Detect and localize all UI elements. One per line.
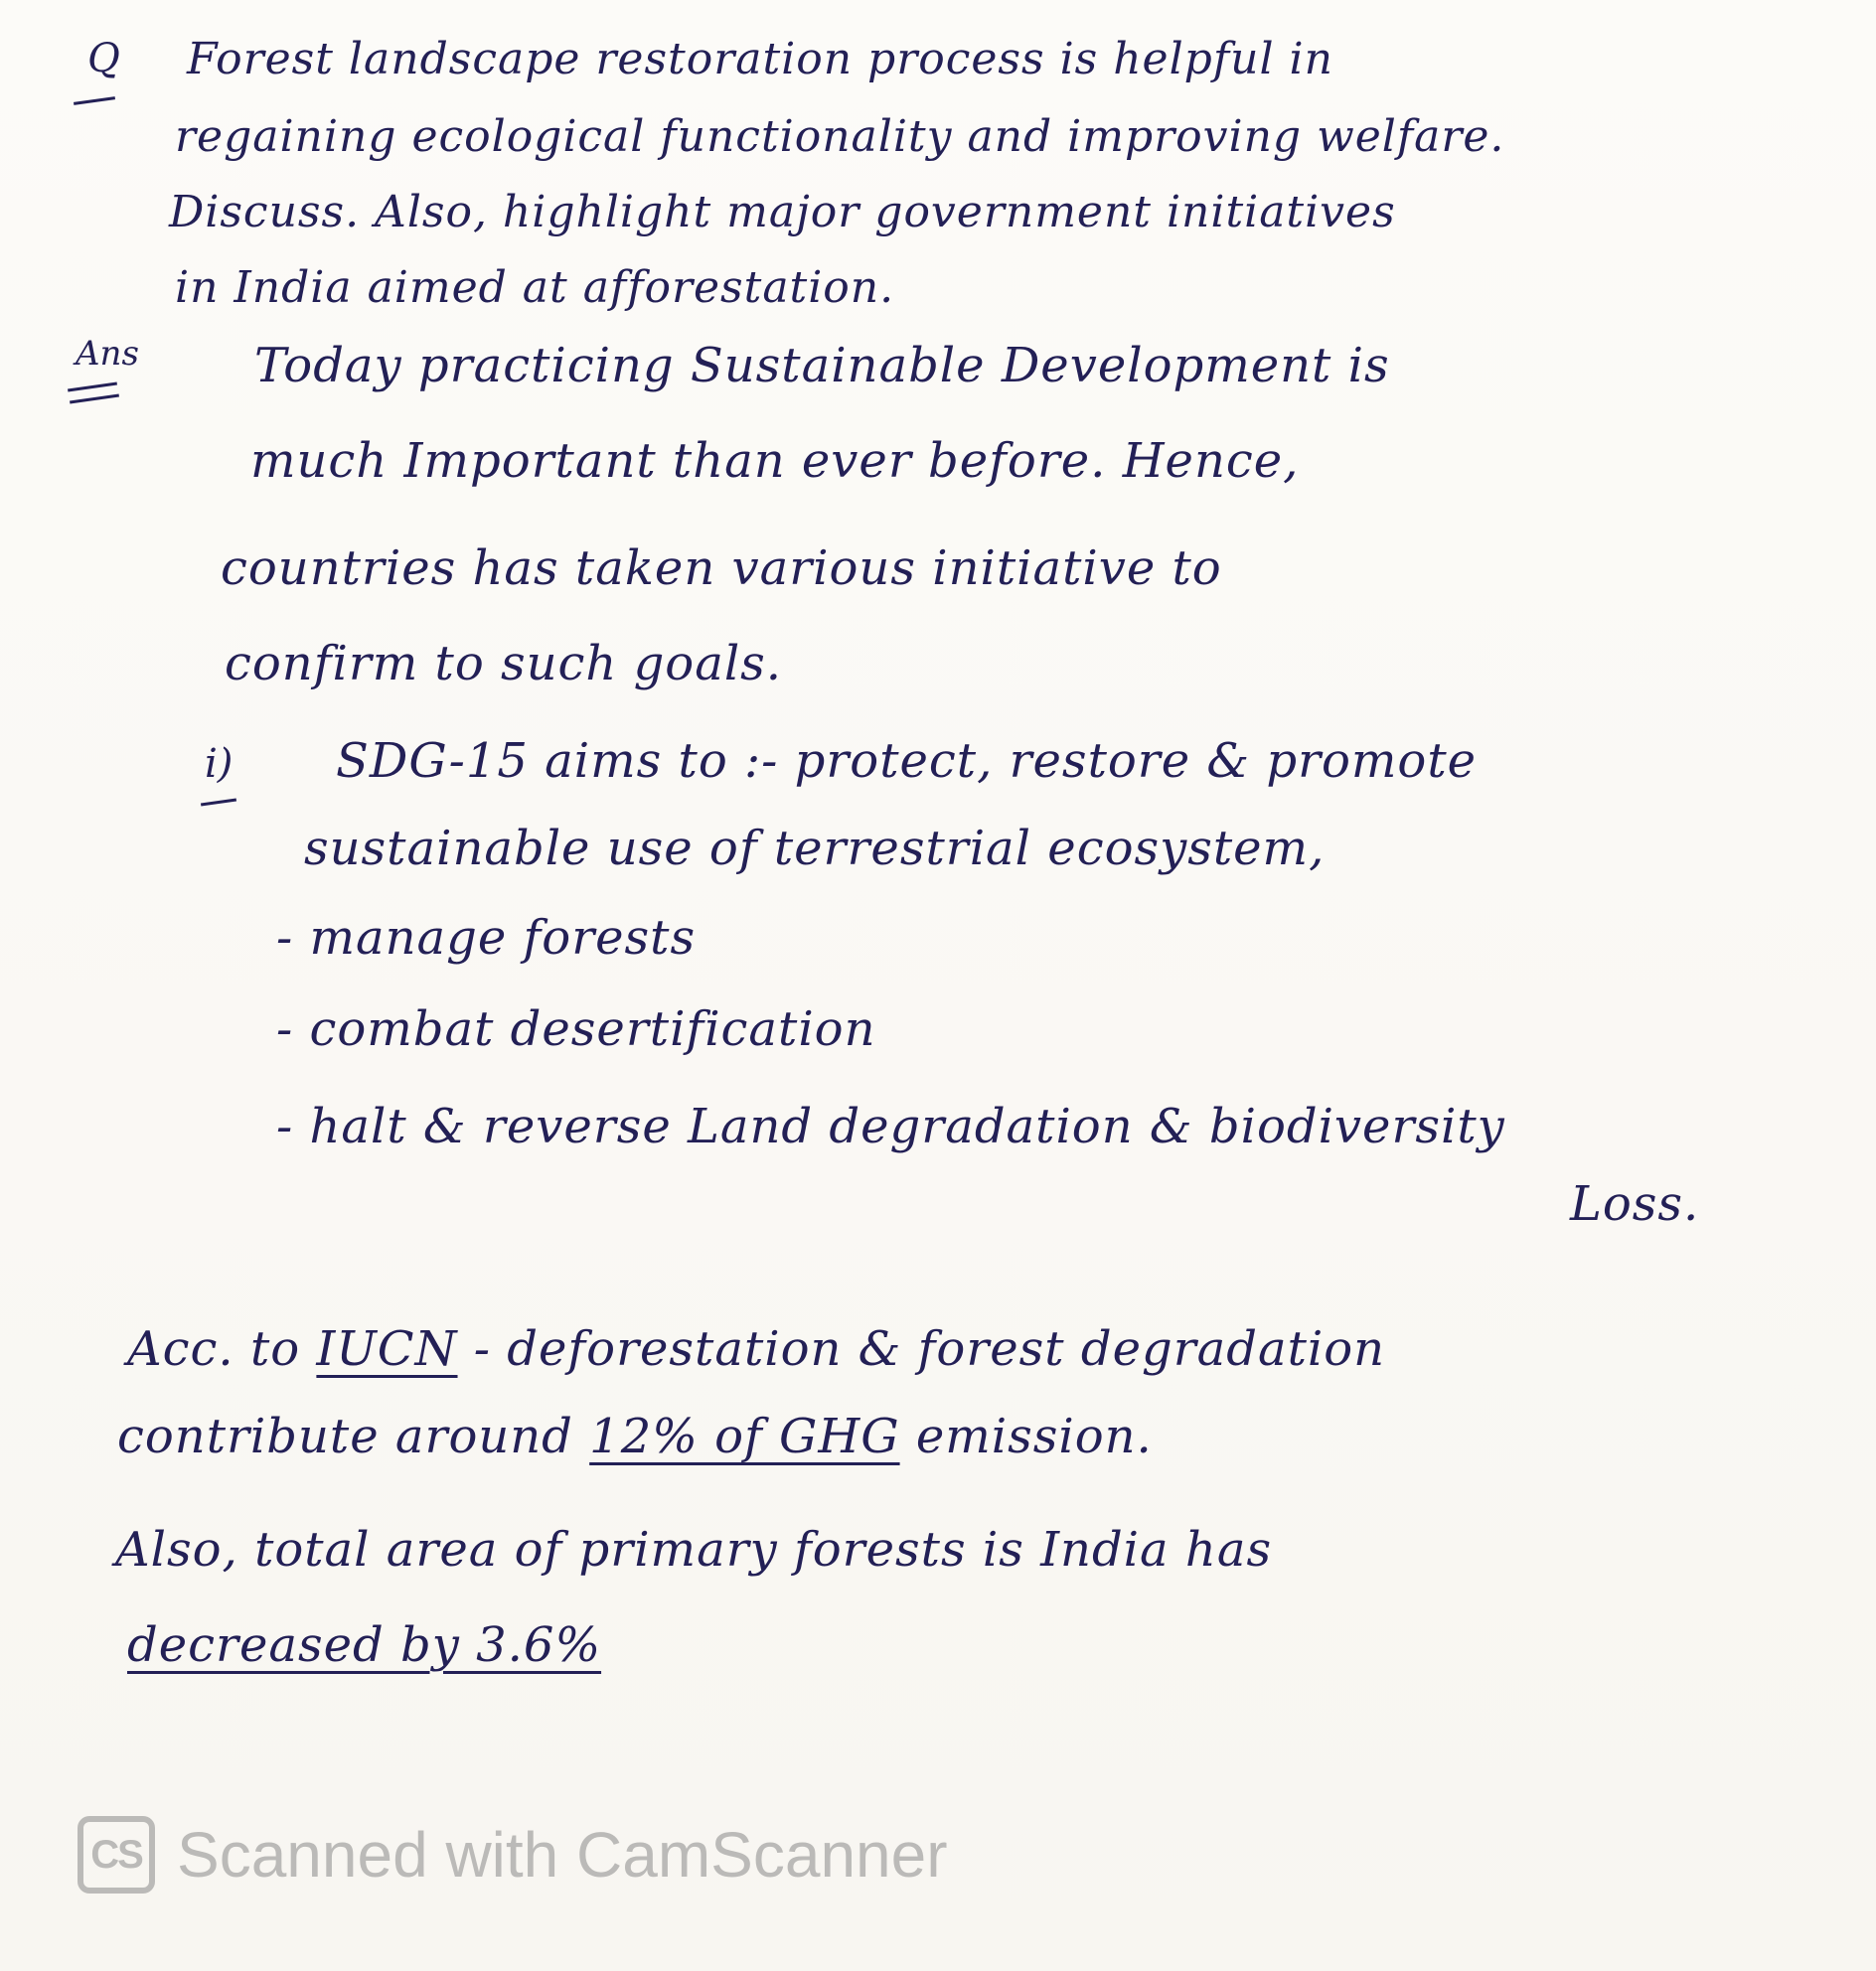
camscanner-logo-icon: CS <box>78 1816 155 1894</box>
decreased-line <box>127 1617 601 1673</box>
bullet-item: - halt & reverse Land degradation & biodiversity <box>276 1099 1505 1154</box>
question-line-4: in India aimed at afforestation. <box>175 262 895 313</box>
iucn-line-1-before: Acc. to <box>127 1321 317 1377</box>
bullet-item: - combat desertification <box>276 1001 876 1057</box>
iucn-line-2 <box>117 1409 1153 1464</box>
decrease-percentage: decreased by 3.6% <box>127 1617 602 1673</box>
iucn-abbreviation: IUCN <box>316 1321 458 1377</box>
iucn-line-2-after: emission. <box>899 1409 1153 1464</box>
bullet-continuation: Loss. <box>1570 1176 1700 1232</box>
answer-marker: Ans <box>76 334 139 374</box>
answer-intro-line-3: countries has taken various initiative to <box>221 540 1222 596</box>
question-line-3: Discuss. Also, highlight major government initiatives <box>169 187 1396 237</box>
answer-marker-underline-2 <box>70 394 119 404</box>
ghg-percentage: 12% of GHG <box>589 1409 900 1464</box>
answer-intro-line-1: Today practicing Sustainable Development is <box>254 338 1390 393</box>
primary-forest-line: Also, total area of primary forests is India has <box>115 1522 1273 1578</box>
iucn-line-2-before: contribute around <box>117 1409 590 1464</box>
iucn-line-1 <box>127 1321 1385 1377</box>
sdg-marker: i) <box>205 741 234 787</box>
question-marker-underline <box>74 96 115 105</box>
sdg-line-2: sustainable use of terrestrial ecosystem, <box>304 821 1326 876</box>
question-marker: Q <box>87 36 120 81</box>
question-line-2: regaining ecological functionality and improving welfare. <box>175 111 1505 162</box>
question-line-1: Forest landscape restoration process is helpful in <box>187 34 1333 84</box>
iucn-line-1-after: - deforestation & forest degradation <box>457 1321 1386 1377</box>
answer-intro-line-4: confirm to such goals. <box>225 636 783 691</box>
answer-marker-underline-1 <box>68 382 117 392</box>
sdg-line-1: SDG-15 aims to :- protect, restore & promote <box>336 733 1478 789</box>
camscanner-watermark <box>78 1816 948 1894</box>
camscanner-watermark-text: Scanned with CamScanner <box>177 1819 948 1891</box>
answer-intro-line-2: much Important than ever before. Hence, <box>250 433 1300 489</box>
sdg-marker-underline <box>201 799 236 807</box>
bullet-item: - manage forests <box>276 910 697 966</box>
